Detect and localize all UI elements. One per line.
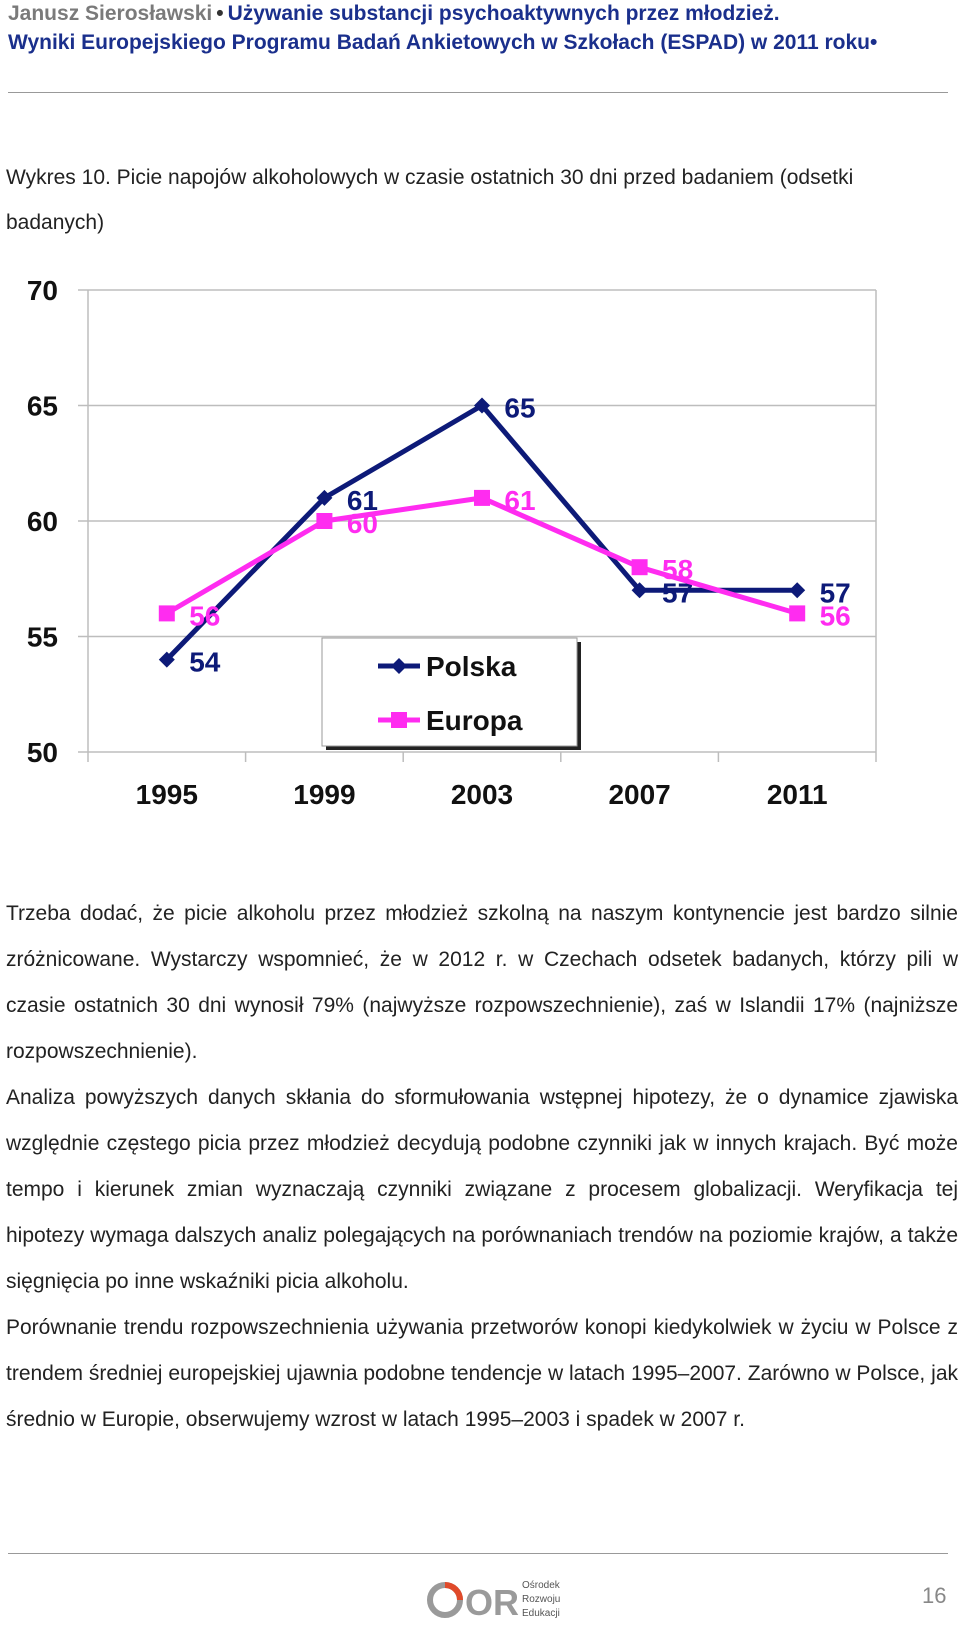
- data-point-marker: [789, 605, 805, 621]
- legend-marker: [391, 712, 407, 728]
- page-number: 16: [922, 1583, 947, 1608]
- header-title-line2: Wyniki Europejskiego Programu Badań Ankietowych w Szkołach (ESPAD) w 2011 roku: [8, 31, 871, 54]
- header-title-line1: Używanie substancji psychoaktywnych przez młodzież.: [227, 2, 780, 25]
- logo-line: Ośrodek: [522, 1580, 560, 1591]
- data-point-marker: [159, 605, 175, 621]
- series-line-polska: [167, 406, 797, 660]
- logo-line: Rozwoju: [522, 1594, 561, 1605]
- running-header: [8, 0, 948, 58]
- data-label: 61: [504, 484, 536, 516]
- data-label: 56: [189, 600, 221, 632]
- header-author: Janusz Sierosławski: [8, 2, 213, 25]
- data-label: 54: [189, 646, 221, 678]
- x-tick-label: 2011: [766, 779, 828, 810]
- bullet-icon: •: [216, 2, 224, 25]
- x-tick-label: 2003: [450, 779, 514, 810]
- data-point-marker: [789, 582, 805, 598]
- x-tick-label: 1995: [135, 779, 198, 810]
- line-chart: [0, 270, 960, 850]
- data-label: 65: [504, 392, 536, 424]
- data-label: 56: [819, 600, 851, 632]
- header-divider: [8, 92, 948, 93]
- data-label: 60: [346, 508, 378, 539]
- data-label: 57: [819, 577, 851, 609]
- y-tick-label: 60: [26, 506, 58, 537]
- data-label: 61: [346, 484, 378, 516]
- bullet-icon: •: [870, 31, 878, 54]
- paragraph: Analiza powyższych danych skłania do sformułowania wstępnej hipotezy, że o dynamice zjawiska względnie częstego picia przez młodzież decydują podobne czynniki jak w innych krajach. Być może tempo i kierunek zmian wyznaczają czynniki związane z procesem globalizacji. Weryfikacja tej hipotezy wymaga dalszych analiz polegających na porównaniach trendów na poziomie krajów, a także sięgnięcia po inne wskaźniki picia alkoholu.: [6, 1086, 958, 1293]
- legend-label: Europa: [426, 705, 523, 736]
- body-text: [6, 891, 958, 1443]
- y-tick-label: 55: [26, 621, 58, 653]
- footer-divider: [8, 1553, 948, 1554]
- ore-logo: [425, 1577, 585, 1625]
- legend-label: Polska: [426, 651, 517, 682]
- chart-svg: [0, 270, 960, 850]
- data-label: 58: [662, 554, 694, 586]
- logo-line: Edukacji: [522, 1608, 560, 1619]
- paragraph: Porównanie trendu rozpowszechnienia używania przetworów konopi kiedykolwiek w życiu w Polsce z trendem średniej europejskiej ujawnia podobne tendencje w latach 1995–2007. Zarówno w Polsce, jak średnio w Europie, obserwujemy wzrost w latach 1995–2003 i spadek w 2007 r.: [6, 1316, 958, 1431]
- x-tick-label: 1999: [293, 779, 356, 810]
- logo-mark: OR: [465, 1582, 519, 1623]
- data-point-marker: [474, 490, 490, 506]
- figure-caption: Wykres 10. Picie napojów alkoholowych w czasie ostatnich 30 dni przed badaniem (odsetki badanych): [6, 166, 854, 234]
- data-label: 57: [662, 577, 694, 609]
- ore-logo-icon: [425, 1577, 521, 1623]
- y-tick-label: 50: [26, 737, 58, 768]
- y-tick-label: 70: [26, 275, 58, 306]
- data-point-marker: [316, 513, 332, 529]
- series-line-europa: [167, 498, 797, 614]
- data-point-marker: [632, 559, 648, 575]
- x-tick-label: 2007: [608, 779, 671, 810]
- paragraph: Trzeba dodać, że picie alkoholu przez młodzież szkolną na naszym kontynencie jest bardzo silnie zróżnicowane. Wystarczy wspomnieć, że w 2012 r. w Czechach odsetek badanych, którzy pili w czasie ostatnich 30 dni wynosił 79% (najwyższe rozpowszechnienie), zaś w Islandii 17% (najniższe rozpowszechnienie).: [6, 902, 958, 1063]
- y-tick-label: 65: [26, 390, 58, 422]
